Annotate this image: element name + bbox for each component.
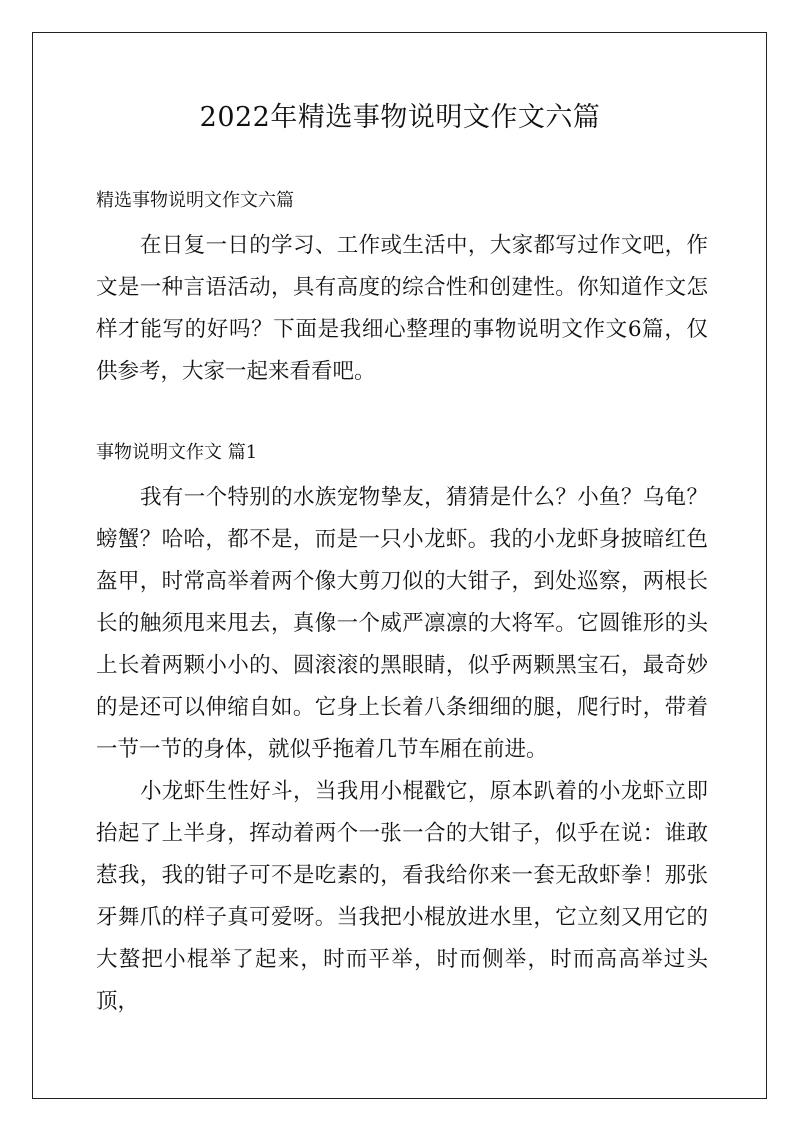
section-paragraph-1: 我有一个特别的水族宠物挚友，猜猜是什么？小鱼？乌龟？螃蟹？哈哈，都不是，而是一只小龙虾。我的小龙虾身披暗红色盔甲，时常高举着两个像大剪刀似的大钳子，到处巡察，两根长长的触须甩来甩去，真像一个威严凛凛的大将军。它圆锥形的头上长着两颗小小的、圆滚滚的黑眼睛，似乎两颗黑宝石，最奇妙的是还可以伸缩自如。它身上长着八条细细的腿，爬行时，带着一节一节的身体，就似乎拖着几节车厢在前进。 <box>96 485 708 762</box>
intro-heading: 精选事物说明文作文六篇 <box>96 190 294 211</box>
intro-paragraph: 在日复一日的学习、工作或生活中，大家都写过作文吧，作文是一种言语活动，具有高度的综合性和创建性。你知道作文怎样才能写的好吗？下面是我细心整理的事物说明文作文6篇，仅供参考，大家一起来看看吧。 <box>96 233 708 384</box>
section-paragraph-2: 小龙虾生性好斗，当我用小棍戳它，原本趴着的小龙虾立即抬起了上半身，挥动着两个一张一合的大钳子，似乎在说：谁敢惹我，我的钳子可不是吃素的，看我给你来一套无敌虾拳！那张牙舞爪的样子真可爱呀。当我把小棍放进水里，它立刻又用它的大螯把小棍举了起来，时而平举，时而侧举，时而高高举过头顶， <box>96 779 708 1014</box>
document-title: 2022年精选事物说明文作文六篇 <box>199 102 601 133</box>
section-heading: 事物说明文作文 篇1 <box>96 442 258 463</box>
